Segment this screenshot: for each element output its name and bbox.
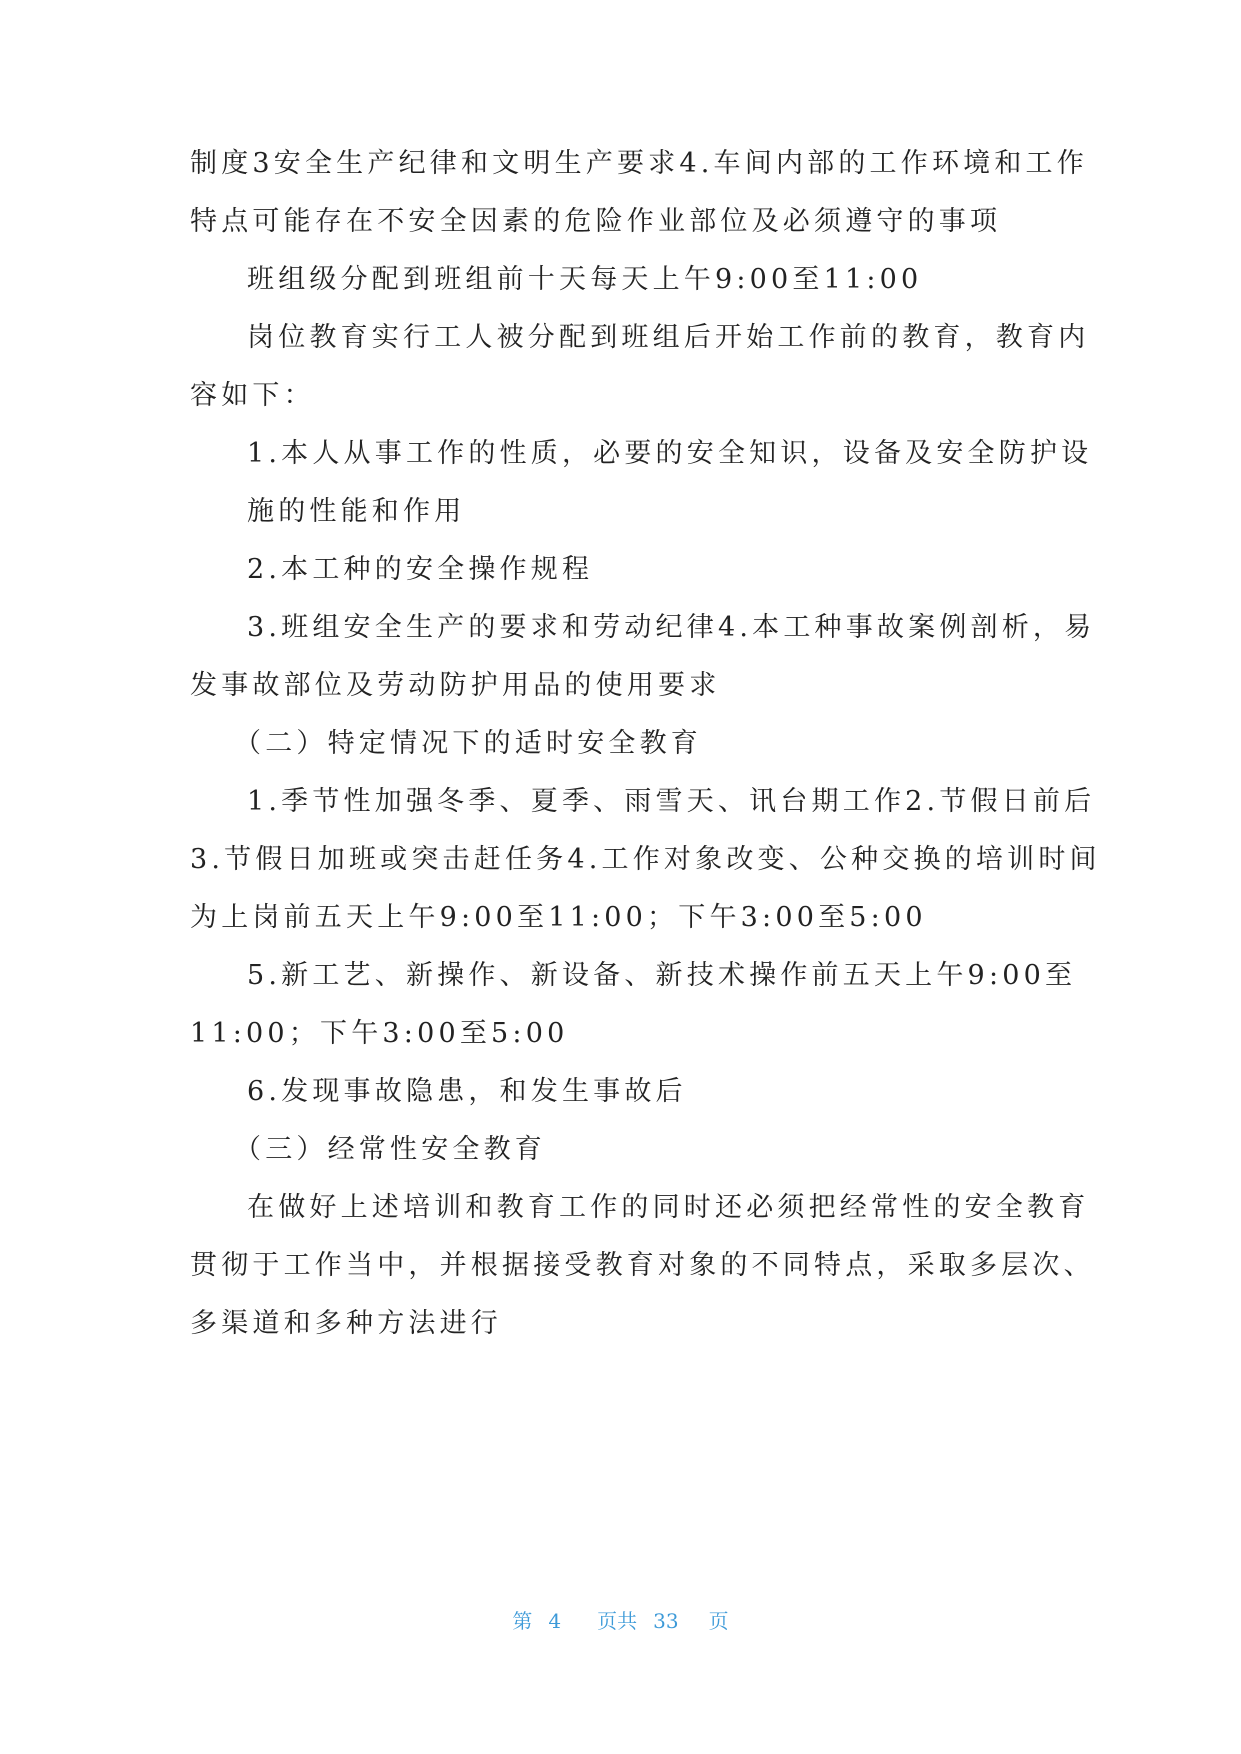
footer-prefix: 第	[512, 1609, 533, 1633]
text-line: 6.发现事故隐患，和发生事故后	[247, 1076, 687, 1107]
text-line: 制度3安全生产纪律和文明生产要求4.车间内部的工作环境和工作	[190, 148, 1088, 179]
text-line: 贯彻于工作当中，并根据接受教育对象的不同特点，采取多层次、	[190, 1250, 1095, 1281]
text-line: 2.本工种的安全操作规程	[247, 554, 594, 585]
footer-middle: 页共	[597, 1609, 638, 1633]
section-heading: （二）特定情况下的适时安全教育	[234, 728, 702, 759]
page-footer	[0, 1605, 1241, 1634]
text-line: 1.季节性加强冬季、夏季、雨雪天、讯台期工作2.节假日前后	[247, 786, 1096, 817]
text-line: 岗位教育实行工人被分配到班组后开始工作前的教育，教育内	[247, 322, 1090, 353]
text-line: 班组级分配到班组前十天每天上午9:00至11:00	[247, 264, 923, 295]
section-heading: （三）经常性安全教育	[234, 1134, 546, 1165]
text-line: 施的性能和作用	[247, 496, 466, 527]
text-line: 为上岗前五天上午9:00至11:00；下午3:00至5:00	[190, 902, 927, 933]
text-line: 多渠道和多种方法进行	[190, 1308, 502, 1339]
current-page-number: 4	[548, 1609, 562, 1633]
text-line: 发事故部位及劳动防护用品的使用要求	[190, 670, 721, 701]
text-line: 1.本人从事工作的性质，必要的安全知识，设备及安全防护设	[247, 438, 1093, 469]
footer-suffix: 页	[708, 1609, 729, 1633]
text-line: 5.新工艺、新操作、新设备、新技术操作前五天上午9:00至	[247, 960, 1077, 991]
text-line: 特点可能存在不安全因素的危险作业部位及必须遵守的事项	[190, 206, 1002, 237]
text-line: 容如下：	[190, 380, 315, 411]
text-line: 11:00；下午3:00至5:00	[190, 1018, 569, 1049]
total-pages: 33	[653, 1609, 679, 1633]
text-line: 在做好上述培训和教育工作的同时还必须把经常性的安全教育	[247, 1192, 1090, 1223]
text-line: 3.班组安全生产的要求和劳动纪律4.本工种事故案例剖析，易	[247, 612, 1096, 643]
text-line: 3.节假日加班或突击赶任务4.工作对象改变、公种交换的培训时间	[190, 844, 1101, 875]
